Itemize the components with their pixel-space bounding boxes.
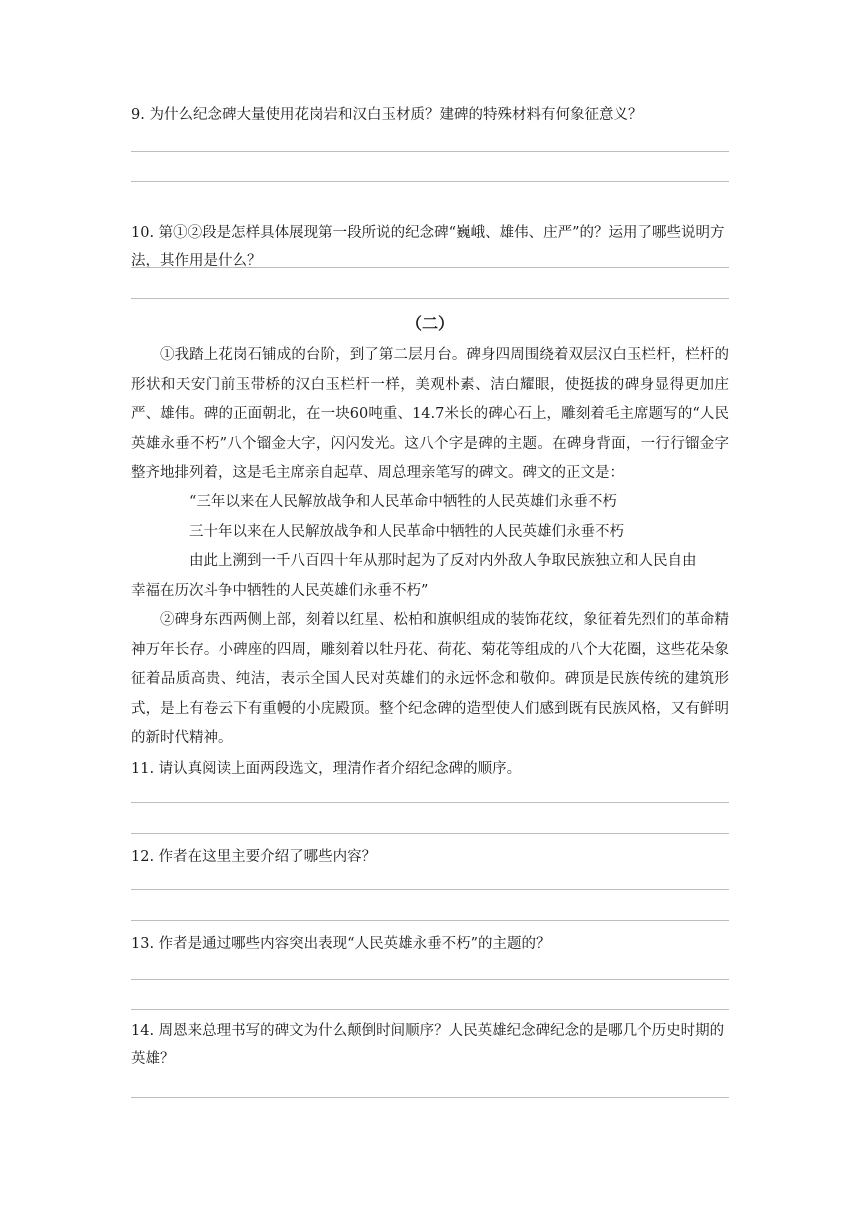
answer-line[interactable] <box>131 802 729 803</box>
answer-line[interactable] <box>131 267 729 268</box>
answer-line[interactable] <box>131 181 729 182</box>
quote-line: 三十年以来在人民解放战争和人民革命中牺牲的人民英雄们永垂不朽 <box>189 523 624 540</box>
question-9: 9. 为什么纪念碑大量使用花岗岩和汉白玉材质？建碑的特殊材料有何象征意义？ <box>131 107 643 123</box>
passage-paragraph-2: ②碑身东西两侧上部，刻着以红星、松柏和旗帜组成的装饰花纹，象征着先烈们的革命精神万年长存。小碑座的四周，雕刻着以牡丹花、荷花、菊花等组成的八个大花圈，这些花朵象征着品质高贵、纯洁，表示全国人民对英雄们的永远怀念和敬仰。碑顶是民族传统的建筑形式，是上有卷云下有重幔的小庑殿顶。整个纪念碑的造型使人们感到既有民族风格，又有鲜明的新时代精神。 <box>131 612 729 746</box>
answer-line[interactable] <box>131 298 729 299</box>
answer-line[interactable] <box>131 889 729 890</box>
answer-line[interactable] <box>131 833 729 834</box>
answer-line[interactable] <box>131 1097 729 1098</box>
quote-line: 幸福在历次斗争中牺牲的人民英雄们永垂不朽” <box>131 582 429 599</box>
section-title: （二） <box>405 314 454 333</box>
answer-line[interactable] <box>131 151 729 152</box>
answer-line[interactable] <box>131 979 729 980</box>
quote-line: “三年以来在人民解放战争和人民革命中牺牲的人民英雄们永垂不朽 <box>189 494 617 510</box>
answer-line[interactable] <box>131 1009 729 1010</box>
inscription-quote <box>131 488 729 606</box>
answer-line[interactable] <box>131 920 729 921</box>
question-11: 11. 请认真阅读上面两段选文，理清作者介绍纪念碑的顺序。 <box>131 761 522 777</box>
question-10: 10. 第①②段是怎样具体展现第一段所说的纪念碑“巍峨、雄伟、庄严”的？运用了哪些说明方法，其作用是什么？ <box>131 225 725 269</box>
question-13: 13. 作者是通过哪些内容突出表现“人民英雄永垂不朽”的主题的？ <box>131 936 551 952</box>
question-12: 12. 作者在这里主要介绍了哪些内容？ <box>131 849 377 865</box>
question-14: 14. 周恩来总理书写的碑文为什么颠倒时间顺序？人民英雄纪念碑纪念的是哪几个历史时期的英雄？ <box>131 1023 725 1067</box>
quote-line: 由此上溯到一千八百四十年从那时起为了反对内外敌人争取民族独立和人民自由 <box>189 553 697 569</box>
passage-paragraph-1: ①我踏上花岗石铺成的台阶，到了第二层月台。碑身四周围绕着双层汉白玉栏杆，栏杆的形状和天安门前玉带桥的汉白玉栏杆一样，美观朴素、洁白耀眼，使挺拔的碑身显得更加庄严、雄伟。碑的正面朝北，在一块60吨重、14.7米长的碑心石上，雕刻着毛主席题写的“人民英雄永垂不朽”八个镏金大字，闪闪发光。这八个字是碑的主题。在碑身背面，一行行镏金字整齐地排列着，这是毛主席亲自起草、周总理亲笔写的碑文。碑文的正文是： <box>131 347 729 481</box>
